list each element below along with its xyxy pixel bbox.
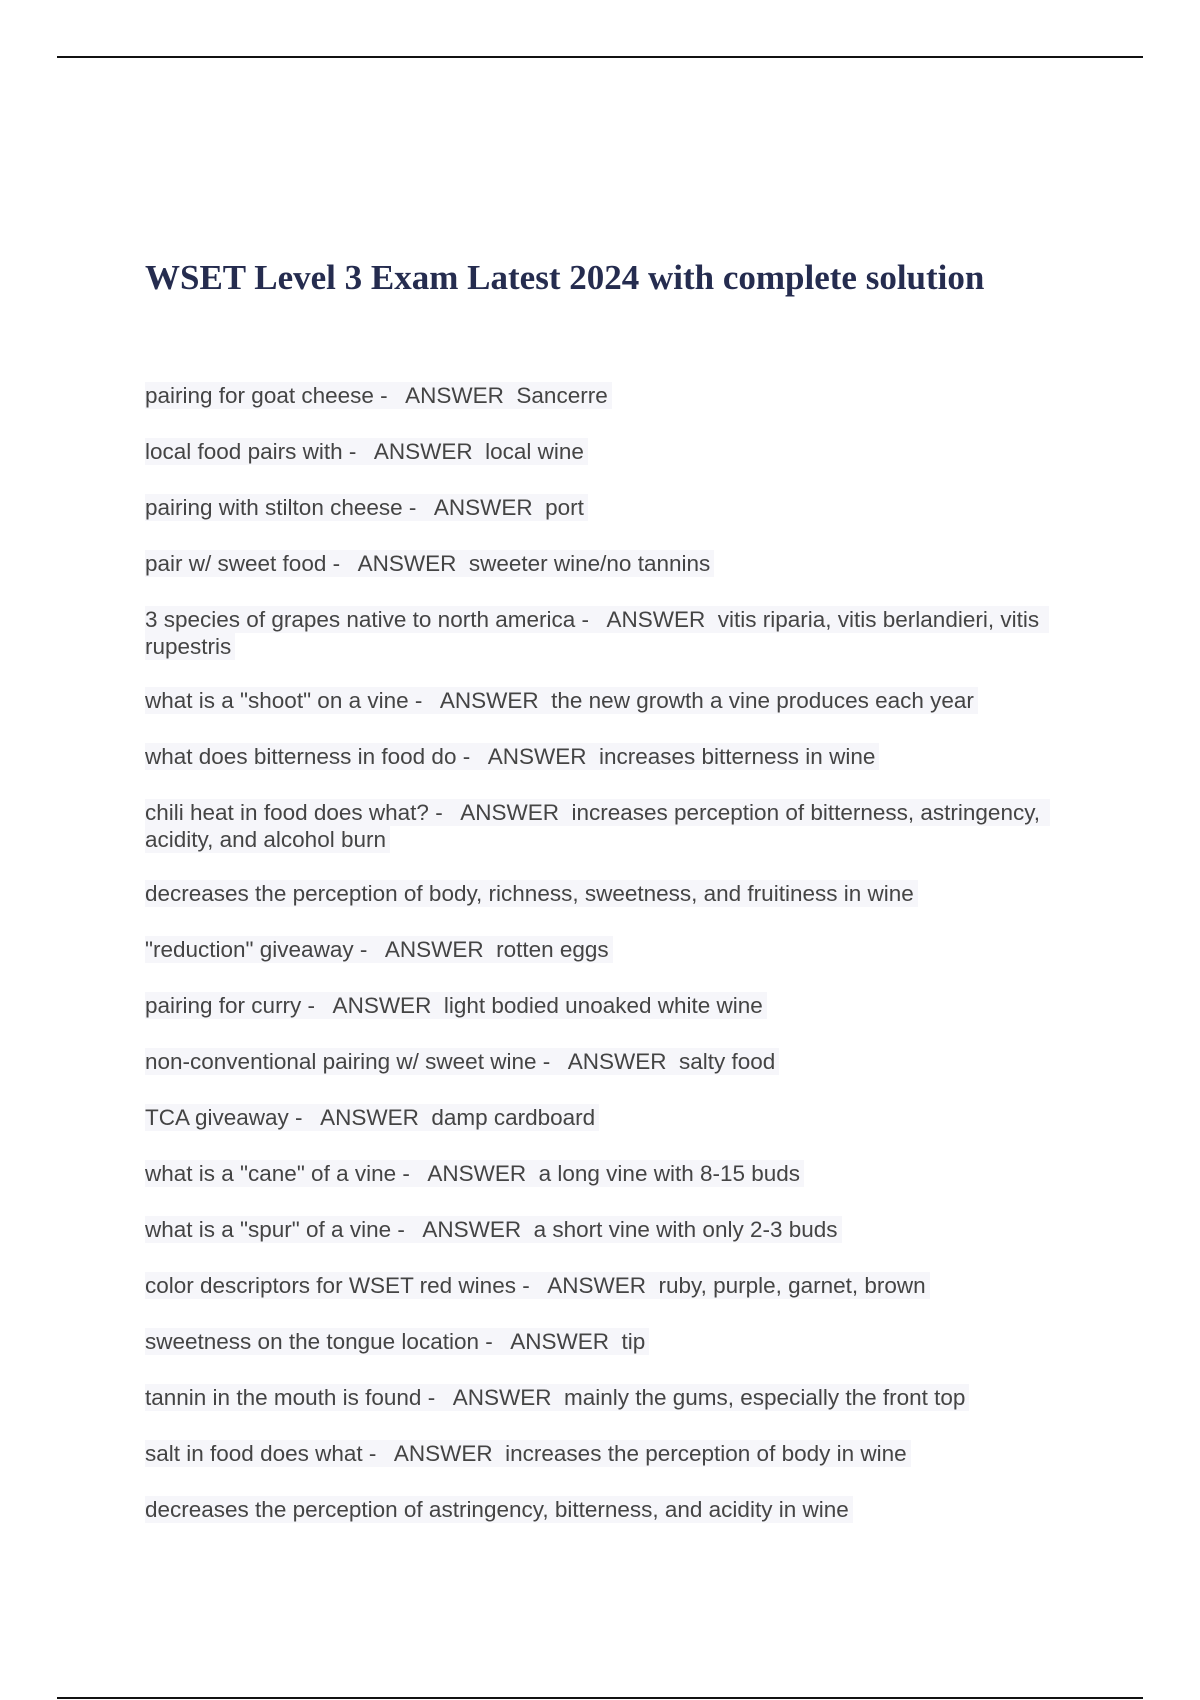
qa-item-text: decreases the perception of astringency, bitterness, and acidity in wine (145, 1496, 853, 1523)
qa-item-text: sweetness on the tongue location - ANSWER tip (145, 1328, 649, 1355)
qa-item (145, 880, 1045, 907)
qa-item-text: non-conventional pairing w/ sweet wine - ANSWER salty food (145, 1048, 779, 1075)
qa-item-text: what is a "shoot" on a vine - ANSWER the new growth a vine produces each year (145, 687, 978, 714)
qa-item (145, 687, 1045, 714)
qa-item-text: pairing with stilton cheese - ANSWER port (145, 494, 588, 521)
qa-item-text: what does bitterness in food do - ANSWER increases bitterness in wine (145, 743, 879, 770)
qa-item-text: 3 species of grapes native to north america - ANSWER vitis riparia, vitis berlandieri, vitis rupestris (145, 606, 1049, 660)
bottom-rule (57, 1697, 1143, 1699)
qa-item (145, 382, 1045, 409)
qa-item (145, 1496, 1045, 1523)
qa-item-text: pair w/ sweet food - ANSWER sweeter wine/no tannins (145, 550, 714, 577)
qa-item (145, 992, 1045, 1019)
qa-item (145, 743, 1045, 770)
qa-item (145, 606, 1045, 660)
qa-item (145, 936, 1045, 963)
qa-item-text: what is a "cane" of a vine - ANSWER a long vine with 8-15 buds (145, 1160, 804, 1187)
qa-item-text: pairing for goat cheese - ANSWER Sancerre (145, 382, 612, 409)
qa-item (145, 1216, 1045, 1243)
qa-item (145, 1048, 1045, 1075)
qa-item (145, 1272, 1045, 1299)
qa-item (145, 1328, 1045, 1355)
qa-item-text: tannin in the mouth is found - ANSWER mainly the gums, especially the front top (145, 1384, 969, 1411)
qa-item-text: color descriptors for WSET red wines - ANSWER ruby, purple, garnet, brown (145, 1272, 930, 1299)
qa-item-text: salt in food does what - ANSWER increases the perception of body in wine (145, 1440, 911, 1467)
qa-item (145, 799, 1045, 853)
qa-item-text: "reduction" giveaway - ANSWER rotten eggs (145, 936, 613, 963)
qa-item (145, 1384, 1045, 1411)
qa-item (145, 1440, 1045, 1467)
qa-item (145, 494, 1045, 521)
qa-item-text: decreases the perception of body, richness, sweetness, and fruitiness in wine (145, 880, 918, 907)
qa-item-text: pairing for curry - ANSWER light bodied unoaked white wine (145, 992, 767, 1019)
qa-item (145, 550, 1045, 577)
qa-list (145, 382, 1045, 1552)
qa-item-text: chili heat in food does what? - ANSWER increases perception of bitterness, astringency, acidity, and alcohol burn (145, 799, 1050, 853)
qa-item-text: what is a "spur" of a vine - ANSWER a short vine with only 2-3 buds (145, 1216, 842, 1243)
qa-item (145, 1160, 1045, 1187)
top-rule (57, 56, 1143, 58)
document-title: WSET Level 3 Exam Latest 2024 with complete solution (145, 258, 985, 297)
qa-item-text: TCA giveaway - ANSWER damp cardboard (145, 1104, 599, 1131)
qa-item (145, 1104, 1045, 1131)
qa-item (145, 438, 1045, 465)
qa-item-text: local food pairs with - ANSWER local wine (145, 438, 588, 465)
